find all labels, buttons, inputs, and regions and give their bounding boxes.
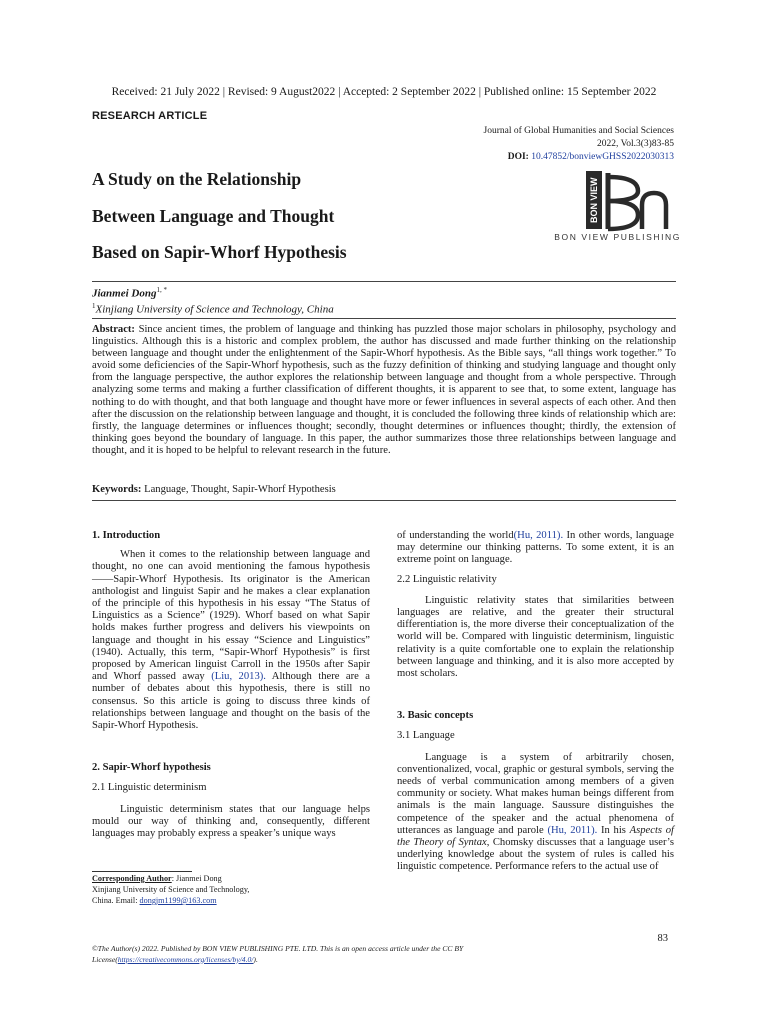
language-text-a: Language is a system of arbitrarily chosen, conventionalized, vocal, graphic or gestural symbols, serving the needs of verbal communication among members of a given community or society. What makes human beings different from animals is the main language. Saussure distinguishes the competence of the speaker and the actual phenomena of utterances as language and parole xyxy=(397,751,674,836)
continued-text-b: In other words, language may determine our thinking patterns. To some extent, it is an extreme point on language. xyxy=(397,530,674,566)
citation-liu-2013[interactable]: (Liu, 2013). xyxy=(211,671,266,683)
paragraph-continued xyxy=(397,530,674,567)
paragraph-2-2: Linguistic relativity states that similarities between languages are relative, and the greater their structural differentiation is, the more diverse their conceptualization of the world will be. Compared with linguistic determinism, linguistic relativity is a quite comfortable one to explain the relationship between language and thinking, and it is also more accepted by most scholars. xyxy=(397,594,674,680)
abstract-label: Abstract: xyxy=(92,324,135,335)
footnote-institution: Xinjiang University of Science and Technology, xyxy=(92,885,250,894)
affiliation-line xyxy=(92,302,334,316)
author-name: Jianmei Dong xyxy=(92,287,157,300)
affiliation-text: Xinjiang University of Science and Technology, China xyxy=(95,303,334,316)
subsection-heading-2-1: 2.1 Linguistic determinism xyxy=(92,782,207,794)
title-line-2: Between Language and Thought xyxy=(92,205,335,226)
book-title: Aspects of the Theory of Syntax xyxy=(397,824,674,849)
section-heading-sapir-whorf: 2. Sapir-Whorf hypothesis xyxy=(92,762,211,774)
license-notice xyxy=(92,944,612,965)
email-link[interactable]: dongjm1199@163.com xyxy=(139,896,217,905)
section-heading-basic-concepts: 3. Basic concepts xyxy=(397,710,474,722)
doi-link[interactable]: 10.47852/bonviewGHSS2022030313 xyxy=(531,152,674,162)
footnote-label: Corresponding Author xyxy=(92,874,172,883)
intro-text-b: Although there are a number of debates about this hypothesis, there is still no consensus. So this article is going to discuss three kinds of relationships between language and thought on the basis of the Sapir-Whorf Hypothesis. xyxy=(92,671,370,732)
license-link[interactable]: https://creativecommons.org/licenses/by/4.0/ xyxy=(117,954,254,964)
divider-middle xyxy=(92,318,676,319)
right-column xyxy=(397,530,674,874)
doi-line xyxy=(484,151,674,164)
journal-volume: 2022, Vol.3(3)83-85 xyxy=(597,139,674,149)
keywords xyxy=(92,484,676,495)
continued-text-a: of understanding the world xyxy=(397,530,514,541)
subsection-heading-3-1: 3.1 Language xyxy=(397,730,455,742)
journal-info xyxy=(484,125,674,164)
author-marks: 1, * xyxy=(156,286,167,294)
keywords-label: Keywords: xyxy=(92,484,142,495)
bon-view-logo-icon xyxy=(586,171,682,241)
corresponding-author-footnote xyxy=(92,873,249,906)
keywords-text: Language, Thought, Sapir-Whorf Hypothesis xyxy=(144,484,336,495)
paragraph-3-1 xyxy=(397,752,674,874)
article-title xyxy=(92,170,512,280)
publisher-caption: BON VIEW PUBLISHING xyxy=(554,232,681,242)
paragraph-2-1: Linguistic determinism states that our language helps mould our way of thinking and, consequently, different languages may probably express a speaker’s unique ways xyxy=(92,803,370,840)
footnote-email-prefix: China. Email: xyxy=(92,896,138,905)
divider-top xyxy=(92,281,676,282)
footnote-email-line xyxy=(92,895,249,906)
affiliation-mark: 1 xyxy=(92,302,96,310)
language-text-c: , Chomsky discusses that a language user’s underlying knowledge about the system of rules is called his linguistic competence. Performance refers to the actual use of xyxy=(397,837,674,873)
left-column xyxy=(92,530,370,840)
footnote-author-line xyxy=(92,873,249,884)
abstract xyxy=(92,324,676,457)
title-line-3: Based on Sapir-Whorf Hypothesis xyxy=(92,242,347,262)
publication-dates: Received: 21 July 2022 | Revised: 9 August2022 | Accepted: 2 September 2022 | Published online: 15 September 2022 xyxy=(111,86,657,98)
citation-hu-2011-b[interactable]: (Hu, 2011). xyxy=(547,824,598,836)
footnote-name: : Jianmei Dong xyxy=(171,874,222,883)
license-text: ©The Author(s) 2022. Published by BON VIEW PUBLISHING PTE. LTD. This is an open access article under the CC BY License( xyxy=(92,944,464,964)
abstract-text: Since ancient times, the problem of language and thinking has puzzled those major scholars in philosophy, psychology and linguistics. Although this is a historic and complex problem, the author has discussed and made further thinking on the relationship between language and thought under the enlightenment of the Sapir-Whorf hypothesis. As the Bible says, “all things work together.” To avoid some deficiencies of the Sapir-Whorf hypothesis, such as the fuzzy definition of thinking and studying language and thought only from the language perspective, the author explores the relationship between language and thought from a whole perspective. Through analyzing some terms and making a further classification of different thoughts, it is apparent to see that, to some extent, language has nothing to do with thought, and that both language and thought have more or fewer influences in several aspects of each other. And then after the discussion on the relationship between language and thought, it is concluded the following three kinds of relationship which are: firstly, the language determines or influences thought; secondly, thought determines or influences thought; thirdly, the extension of thinking goes beyond the boundary of language. In this paper, the author summarizes those three relationships between language and thought, and it is hoped to be helpful to relevant research in the future. xyxy=(92,324,676,456)
article-type-label: RESEARCH ARTICLE xyxy=(92,110,208,122)
language-text-b: In his xyxy=(601,824,626,836)
intro-text-a: When it comes to the relationship between language and thought, no one can avoid mentioning the famous hypothesis——Sapir-Whorf Hypothesis. Its originator is the American anthologist and linguist Sapir and he makes a clear explanation of the principle of this hypothesis in his essay “The Status of Linguistics as a Science” (1929). Whorf based on what Sapir holds makes further progress and delivers his viewpoints on language and thought in his essay “Science and Linguistics” (1940). Actually, this term, “Sapir-Whorf Hypothesis” is first proposed by American linguist Carroll in the 1950s after Sapir and Whorf passed away xyxy=(92,549,370,683)
intro-paragraph xyxy=(92,549,370,732)
logo-vertical-text: BON VIEW xyxy=(589,177,599,223)
license-end: ). xyxy=(253,954,258,964)
doi-label: DOI: xyxy=(507,152,529,162)
section-heading-introduction: 1. Introduction xyxy=(92,530,161,541)
title-line-1: A Study on the Relationship xyxy=(92,169,302,189)
citation-hu-2011-a[interactable]: (Hu, 2011). xyxy=(513,530,564,541)
author-line xyxy=(92,286,167,300)
subsection-heading-2-2: 2.2 Linguistic relativity xyxy=(397,573,497,585)
divider-keywords xyxy=(92,500,676,501)
page-number: 83 xyxy=(657,933,668,944)
footnote-divider xyxy=(92,871,192,872)
journal-name: Journal of Global Humanities and Social Sciences xyxy=(483,126,674,136)
